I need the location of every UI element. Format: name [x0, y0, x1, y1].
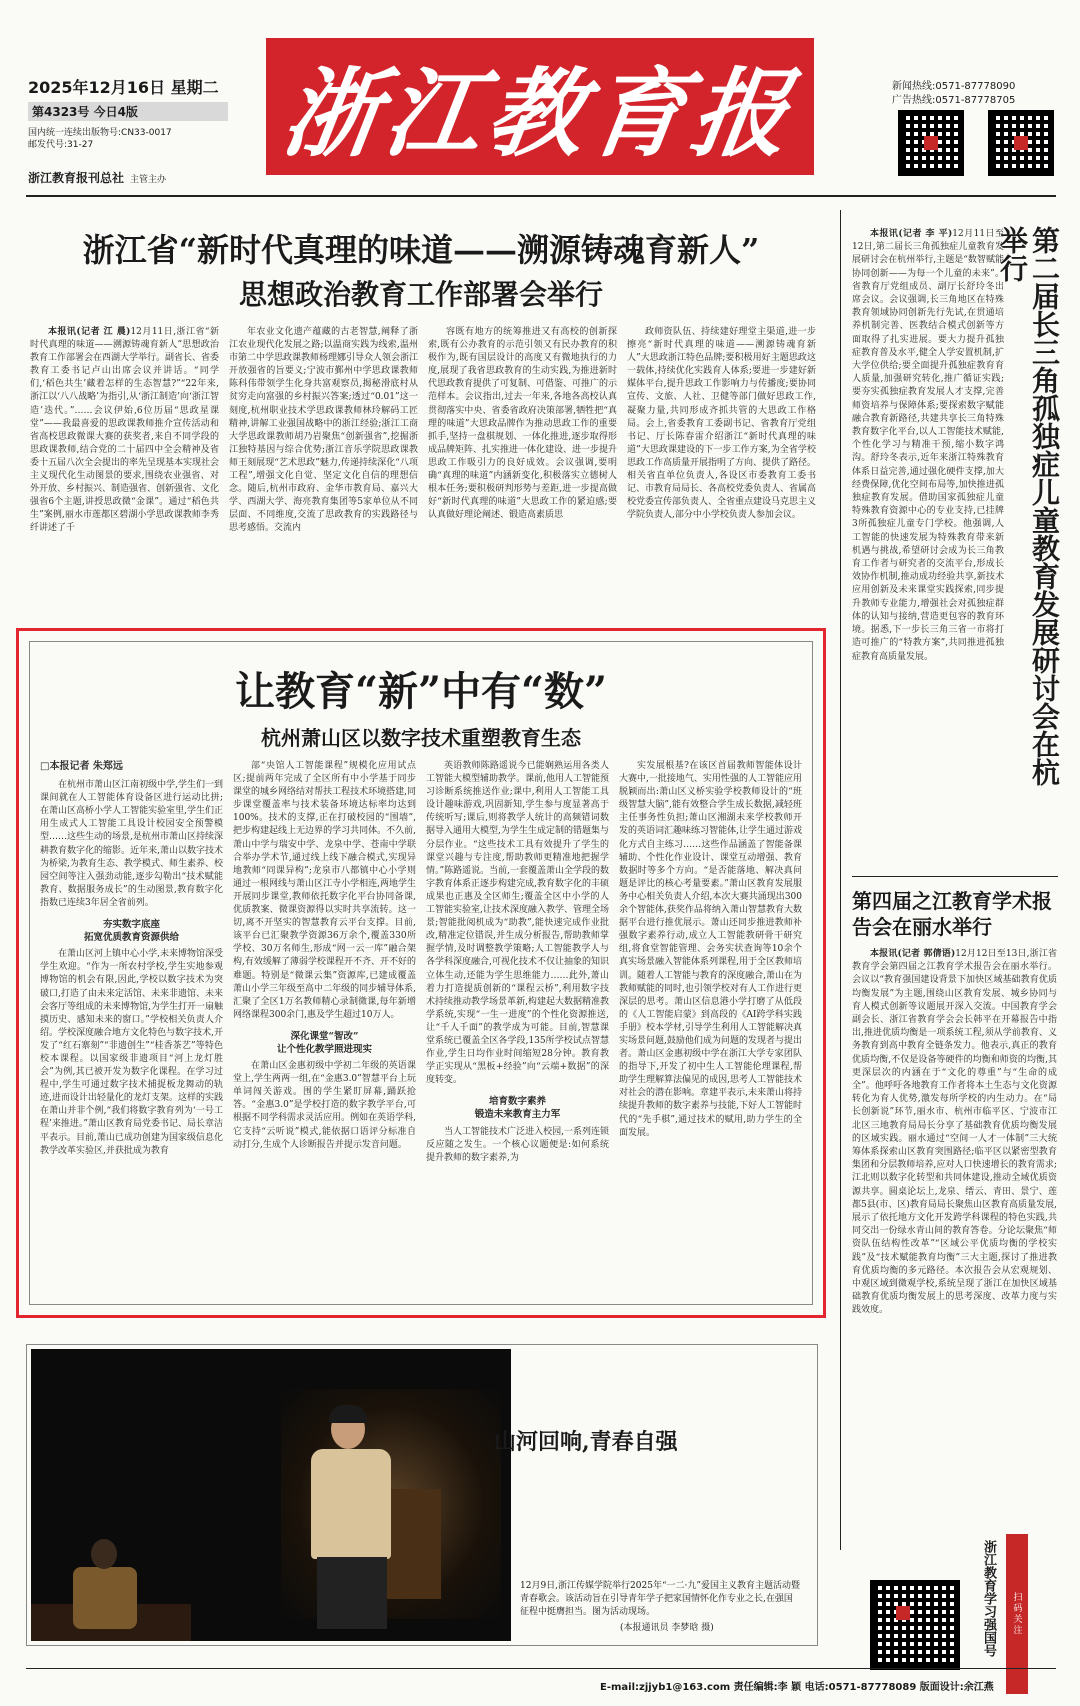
lead-byline: 本报讯(记者 江 晨) — [48, 327, 131, 337]
lead-col4-text: 政师资队伍、持续建好理堂主渠道,进一步擦亮“新时代真理的味道——溯源铸魂育新人”大思政浙江特色品牌;要积极用好主题思政这一载体,持续优化实践育人体系;要进一步建好新媒体平台,提升思政工作影响力与传播度;要协同宣传、文旅、人社、卫健等部门做好思政工作,凝聚力量,共同形成齐抓共管的大思政工作格局。会上,省委教育工委副书记、省教育厅党组书记、厅长陈春雷介绍浙江“新时代真理的味道”大思政课建设的下一步工作方案,为全省学校思政工作高质量开展指明了方向、提供了路径。相关省直单位负责人,各设区市委教育工委书记、市教育局局长、各高校党委负责人、省属高校党委宣传部负责人、全省重点建设马克思主义学院负责人,部分中小学校负责人参加会议。 — [627, 327, 816, 521]
section-heading-line1: 深化课堂“智改” — [290, 1030, 359, 1042]
masthead-info — [28, 78, 238, 186]
section-heading — [40, 918, 223, 944]
photo-credit: (本报通讯员 李梦晗 摄) — [620, 1623, 714, 1633]
feature-col2a-text: 部“央馆人工智能课程”规模化应用试点区;提前两年完成了全区所有中小学基于同步课堂的城乡网络结对帮扶工程技术环境搭建,同步课堂覆盖率与技术装备环境达标率均达到100%。技术的支撑,正在打破校园的“围墙”,把步构建起线上无边界的学习共同体。不久前,萧山中学与瑞安中学、龙泉中学、苍南中学联合举办学术节,通过线上线下融合模式,实现异地教师“同课异构”;龙泉市八都镇中心小学则通过一根网线与萧山区江寺小学相连,两地学生开展同步课堂,教师依托数字化平台协同备课,优质教案、微课资源得以实时共享流转。这一切,离不开坚实的智慧教育云平台支撑。目前,该平台已汇聚教学资源36万余个,覆盖330所学校、30万名师生,形成“网一云一库”融合架构,有效缓解了薄弱学校课程开不齐、开不好的难题。特别是“微课云集”资源库,已建成覆盖萧山小学三年级至高中二年级的同步辅导体系,汇聚了全区1万名教师精心录制微课,每年新增网络课程300余门,惠及学生超过10万人。 — [233, 761, 416, 1020]
feature-col-4 — [619, 760, 802, 1296]
feature-col3b-text: 当人工智能技术广泛进入校园,一系列连锁反应随之发生。一个核心议题便是:如何系统提升教师的数字素养,为 — [426, 1126, 609, 1163]
right-lead-byline: 本报讯(记者 李 平) — [870, 229, 953, 239]
hotlines — [892, 80, 1015, 108]
publisher-name: 浙江教育报刊总社 — [28, 171, 125, 185]
follow-label: 浙江教育学习强国号 — [981, 1540, 996, 1657]
lead-headline — [26, 229, 816, 315]
seated-performer — [61, 1539, 151, 1629]
right-second-story — [852, 948, 1057, 1318]
column-divider — [840, 210, 841, 1550]
logo-text: 浙江教育报 — [276, 57, 802, 170]
masthead-divider — [26, 195, 1056, 197]
feature-story — [16, 628, 826, 1318]
right-lead-title: 第二届长三角孤独症儿童教育发展研讨会在杭举行 — [996, 226, 1061, 786]
lead-col3-text: 容既有地方的统筹推进又有高校的创新探索,既有公办教育的示范引领又有民办教育的积极作为,既有国层设计的高度又有微地执行的力度,展现了我省思政教育的生动实践,为推进新时代思政教育提供了可复制、可借鉴、可推广的示范样本。会议指出,过去一年来,各地各高校认真贯彻落实中央、省委省政府决策部署,牺牲把“真理的味道”大思政品牌作为推动思政工作的重要抓手,坚持一盘棋规划、一体化推进,逐步取得形成品牌矩阵、扎实推进一体化建设、进一步提升思政工作吸引力的良好成效。会议强调,要明确“真理的味道”内涵新变化,积极落实立德树人根本任务;要积极研判形势与差距,进一步提高做好“新时代真理的味道”大思政工作的紧迫感;要认真做好理论阐述、锻造高素质思 — [428, 327, 617, 521]
lead-col-2 — [229, 326, 418, 608]
lead-col2-text: 年农业文化遗产蕴藏的古老智慧,阐释了浙江农业现代化发展之路;以温商实践为线索,温州市第二中学思政课教师杨理娜引导众人领会浙江开放强省的旨要义;宁波市鄞州中学思政课教师陈科伟带领学生化身共富观察员,揭秘滑底村从贫穷走向富强的乡村振兴答案;透过“0.01”这一刻度,杭州职业技术学思政课教师林玲解码工匠精神,讲解工业强国战略中的浙江经验;浙江工商大学思政课教师胡乃岩聚焦“创新强省”,挖掘浙江独特基因与综合优势;浙江音乐学院思政课教师王刻展现“艺术思政”魅力,传递持续深化“八项工程”,增强文化自觉、坚定文化自信的理想信念。随后,杭州市政府、金华市教育局、嘉兴大学、西湖大学、海亮教育集团等5家单位从不同层面、不同维度,交流了思政教育的实践路径与思考感悟。交流内 — [229, 327, 418, 534]
section-heading-line1: 培育数字素养 — [488, 1096, 546, 1108]
issue-number: 第4323号 今日4版 — [28, 102, 228, 121]
footer-divider — [26, 1668, 1056, 1669]
right-lead-story — [852, 228, 1004, 664]
section-heading-line2: 锻造未来教育主力军 — [474, 1109, 561, 1121]
feature-col1a-text: 在杭州市萧山区江南初级中学,学生们一到课间就在人工智能体育设备区进行运动比拼;在萧山区高桥小学人工智能实验室里,学生们正用生成式人工智能工具设计校园安全预警模型……这些生动的场景,是杭州市萧山区持续深耕教育数字化的缩影。近年来,萧山以数字技术为桥梁,为教育生态、教学模式、师生素养、校园空间等注入强劲动能,逐步勾勒出“技术赋能教育、数据服务成长”的生动图景,教育数字化指数已连续3年居全省前列。 — [40, 780, 223, 908]
issue-date: 2025年12月16日 星期二 — [28, 78, 219, 97]
lead-story-body — [30, 326, 816, 608]
section-heading — [233, 1030, 416, 1056]
section-heading-line2: 拓宽优质教育资源供给 — [83, 932, 179, 944]
seated-body — [73, 1567, 137, 1629]
right-second-text: 12月12日至13日,浙江省教育学会第四届之江教育学术报告会在丽水举行。会议以“教育强国建设背景下加快区域基础教育优质均衡发展”为主题,围绕山区教育发展、城乡协同与育人模式创新等议题展开深入交流。中国教育学会副会长、浙江省教育学会会长韩平在开幕报告中指出,推进优质均衡是一项系统工程,须从学前教育、义务教育到高中教育全链条发力。他表示,真正的教育优质均衡,不仅是设备等硬件的均衡和师资的均衡,其更深层次的内涵在于“文化的尊重”与“生命的成全”。他呼吁各地教育工作者将本土生态与文化资源转化为育人优势,激发每所学校的内生动力。在“局长创新说”环节,丽水市、杭州市临平区、宁波市江北区三地教育局局长分享了基础教育优质均衡发展的区域实践。丽水通过“空间一人才一体制”三大统筹体系探索山区教育突围路径;临平区以紧密型教育集团和分层教师培养,应对人口快速增长的教育需求;江北则以数字化转型和共同体建设,推动全域优质资源共享。圆桌论坛上,龙泉、缙云、青田、景宁、莲都5县(市、区)教育局局长聚焦山区教育高质量发展,展示了依托地方文化开发跨学科课程的特色实践,共同交出一份绿水青山间的教育答卷。分论坛聚焦“师资队伍结构性改革”“区域公平优质均衡的学校实践”及“技术赋能教育均衡”三大主题,探讨了推进教育优质均衡的多元路径。本次报告会从宏观规划、中观区域到微观学校,系统呈现了浙江在加快区域基础教育优质均衡发展上的思考深度、改革力度与实践效度。 — [852, 949, 1057, 1316]
qr-code-icon[interactable] — [988, 110, 1054, 176]
performer — [311, 1409, 391, 1629]
footer-info: E-mail:zjjyb1@163.com 责任编辑:李 颖 电话:0571-87778089 版面设计:余江燕 — [600, 1682, 994, 1693]
feature-inner-frame — [29, 641, 813, 1305]
right-lead-text: 12月11日至12日,第二届长三角孤独症儿童教育发展研讨会在杭州举行,主题是“数智赋能 协同创新——为每一个儿童的未来”。省教育厅党组成员、副厅长舒玲冬出席会议。会议强调,长三角地区在特殊教育领域协同创新先行先试,在贯通培养机制完善、医教结合模式创新等方面取得了扎实进展。要大力提升孤独症教育普及水平,健全人学安置机制,扩大学位供给;要全面提升孤独症教育育人质量,加强研究转化,推广循证实践;要夯实孤独症教育发展人才支撑,完善师资培养与保障体系;要探索数字赋能融合教育新路径,共建共享长三角特殊教育数字化平台,以人工智能技术赋能,个性化学习与精准干预,缩小数字鸿沟。舒玲冬表示,近年来浙江特殊教育体系日益完善,通过强化硬件支撑,加大经费保障,优化空间布局等,加快推进孤独症教育发展。借助国家孤独症儿童特殊教育资源中心的专业支持,已挂牌3所孤独症儿童专门学校。他强调,人工智能的快速发展为特殊教育带来新机遇与挑战,希望研讨会成为长三角教育工作者与研究者的交流平台,形成长效协作机制,推动成功经验共享,新技术应用创新及未来课堂实践探索,同步提升教师专业能力,增强社会对孤独症群体的认知与接纳,营造更包容的教育环境。据悉,下一步长三角三省一市将打造可推广的“特教方案”,共同推进孤独症教育高质量发展。 — [852, 229, 1005, 662]
hotline-ads: 广告热线:0571-87778705 — [892, 95, 1016, 106]
lead-title-line1: 浙江省“新时代真理的味道——溯源铸魂育新人” — [82, 231, 760, 269]
right-second-title: 第四届之江教育学术报告会在丽水举行 — [852, 889, 1052, 939]
feature-col2b-text: 在萧山区金惠初级中学初二年级的英语课堂上,学生两两一组,在“金惠3.0”智慧平台上玩单词闯关游戏。围的学生紧盯屏幕,踊跃抢答。“金惠3.0”是学校打造的数字教学平台,可根据不同学科需求灵活应用。例如在英语学科,它支持“云听说”模式,能依据口语评分标准自动打分,生成个人诊断报告并提示发音问题。 — [233, 1061, 416, 1150]
qr-code-icon[interactable] — [898, 110, 964, 176]
cn-number: 国内统一连续出版物号:CN33-0017 — [28, 128, 172, 138]
lead-col1-text: 12月11日,浙江省“新时代真理的味道——溯源铸魂育新人”思想政治教育工作部署会在西湖大学举行。副省长、省委教育工委书记卢山出席会议并讲话。“同学们,‘稻色共生’藏着怎样的生态智慧?”“22年来,浙江以‘八八战略’为指引,从‘浙江制造’向‘浙江智造’迭代。”……会议伊始,6位历届“思政星课堂”——我最喜爱的思政课教师推介宣传活动和省高校思政微课大赛的获奖者,来自不同学段的思政课教师,结合党的二十届四中全会精神及省委十五届八次全会提出的率先呈现基本实现社会主义现代化生动图景的要求,围绕农业强省、对外开放、乡村振兴、制造强省、创新强省、文化强省6个主题,讲授思政微“金课”。通过“稻色共生”案例,丽水市莲都区碧湖小学思政课教师李秀纤讲述了千 — [30, 327, 219, 534]
section-heading-line1: 夯实数字底座 — [102, 919, 160, 931]
photo-title: 山河回响,青春自强 — [494, 1429, 678, 1455]
feature-col1b-text: 在萧山区河上镇中心小学,未来博物馆深受学生欢迎。“作为一所农村学校,学生实地参观博物馆的机会有限,因此,学校以数字技术为突破口,打造了由未来定活馆、未来非遗馆、未来会客厅等组成的未来博物馆,为学生打开一扇触摸历史、感知未来的窗口。”学校相关负责人介绍。学校深度融合地方文化特色与数字技术,开发了“红石寨刻”“非遗创生”“桂香茶艺”等特色校本课程。以国家级非遗项目“河上龙灯胜会”为例,其已被开发为数字化课程。在学习过程中,学生可通过数字技术捕捉板龙舞动的轨迹,进而设计出轻量化的龙灯支架。这样的实践在萧山并非个例,“我们将数字教育列为‘一号工程’来推进。”萧山区教育局党委书记、局长章洁平表示。目前,萧山已成功创建为国家级信息化教学改革实验区,并获批成为教育 — [40, 949, 223, 1156]
qr-code-icon[interactable] — [870, 1580, 960, 1670]
newspaper-logo — [266, 38, 814, 175]
lead-title-line2: 思想政治教育工作部署会举行 — [238, 278, 603, 311]
right-second-byline: 本报讯(记者 郭倩语) — [870, 949, 956, 959]
feature-col-2 — [233, 760, 416, 1296]
feature-byline: □本报记者 朱郑远 — [40, 761, 123, 772]
performer-body — [311, 1449, 391, 1559]
feature-title: 让教育“新”中有“数” — [234, 668, 608, 715]
right-divider — [852, 876, 1058, 877]
hotline-news: 新闻热线:0571-87778090 — [892, 81, 1016, 92]
lead-col-4 — [627, 326, 816, 608]
publisher-role: 主管主办 — [130, 175, 167, 185]
feature-col4a-text: 实发展根基?在该区首届教师智能体设计大赛中,一批接地气、实用性强的人工智能应用脱颖而出:萧山区义桥实验学校教师设计的“班级智慧大脑”,能有效整合学生成长数据,减轻班主任事务性负担;萧山区湘湖未来学校教师开发的英语词汇趣味练习智能体,让学生通过游戏化方式自主练习……这些作品涵盖了智能备课辅助、个性化作业设计、课堂互动增强、教育数据时等多个方向。“是否能落地、解决真问题是评比的核心考量要素。”萧山区教育发展服务中心相关负责人介绍,本次大赛共涌现出300余个智能体,获奖作品将纳入萧山智慧教育大数据平台进行推优展示。萧山还同步推进教师补强数字素养行动,成立人工智能教研骨干研究组,将食堂智能管理、会务实状查询等10余个真实场景融入智能体系列课程,用于全区教师培训。随着人工智能与教育的深度融合,萧山在为教师赋能的同时,也引领学校对有人工作进行更深层的思考。萧山区信息港小学打磨了从低段的《人工智能启蒙》到高段的《AI跨学科实践手册》校本学材,引导学生利用人工智能解决真实场景问题,鼓励他们成为问题的发现者与提出者。萧山区金惠初级中学在浙江大学专家团队的指导下,开发了初中生人工智能伦理课程,帮助学生理解算法偏见的成因,思考人工智能技术对社会的潜在影响。章建平表示,未来萧山将持续提升教师的数字素养与技能,下好人工智能时代的“先手棋”,通过技术的赋用,助力学生的全面发展。 — [619, 761, 802, 1138]
feature-subtitle: 杭州萧山区以数字技术重塑教育生态 — [261, 726, 581, 750]
lead-col-3 — [428, 326, 617, 608]
feature-body — [40, 760, 802, 1296]
publisher — [28, 169, 238, 186]
performer-legs — [317, 1557, 387, 1629]
postal-code: 邮发代号:31-27 — [28, 140, 94, 150]
section-heading — [426, 1095, 609, 1121]
section-heading-line2: 让个性化教学照进现实 — [276, 1043, 372, 1055]
seated-head — [91, 1539, 117, 1569]
performer-hair — [329, 1405, 367, 1423]
feature-col-3 — [426, 760, 609, 1296]
photo-caption: 12月9日,浙江传媒学院举行2025年“一二·九”爱国主义教育主题活动暨青春歌会。该活动旨在引导青年学子把家国情怀化作专业之长,在强国征程中挺膺担当。图为活动现场。 — [520, 1581, 801, 1617]
feature-col-1 — [40, 760, 223, 1296]
lead-col-1 — [30, 326, 219, 608]
event-photo — [31, 1349, 511, 1641]
feature-col3a-text: 英语教师陈路遥说今已能娴熟运用各类人工智能大模型辅助教学。课前,他用人工智能预习诊断系统推送作业;课中,利用人工智能工具设计趣味游戏,巩固新知,学生参与度显著高于传统听写;课后,则将教学人统计的高频错词数据导入通用大模型,为学生生成定制的错题集与分层作业。“这些技术工具有效提升了学生的课堂兴趣与专注度,帮助教师更精准地把握学情。”陈路遥说。当前,一套覆盖萧山全学段的数字教育体系正逐步构建完成,教育数字化的丰硕成果也正惠及全区师生;覆盖全区中小学的人工智能实验室,让技术深度融入教学、管理全场景;智能批阅机成为“助教”,能快速完成作业批改,精准定位错误,并生成分析报告,帮助教师掌握学情,及时调整教学策略;人工智能教学人与各学科深度融合,可视化技术不仅让抽象的知识立体生动,还能为学生思维能力……此外,萧山着力打造提质创新的“课程云桥”,利用数字技术持续推动教学场景革新,构建起大数据精准教学系统,实现“一生一进度”的个性化资源推送,让“千人千面”的教学成为可能。目前,智慧课堂系统已覆盖全区各学段,135所学校试点智慧作业,学生日均作业时间缩短28分钟。教育教学正实现从“黑板+经验”向“云端+数据”的深度转变。 — [426, 761, 609, 1086]
scan-follow-badge: 扫码关注 — [1006, 1534, 1028, 1694]
